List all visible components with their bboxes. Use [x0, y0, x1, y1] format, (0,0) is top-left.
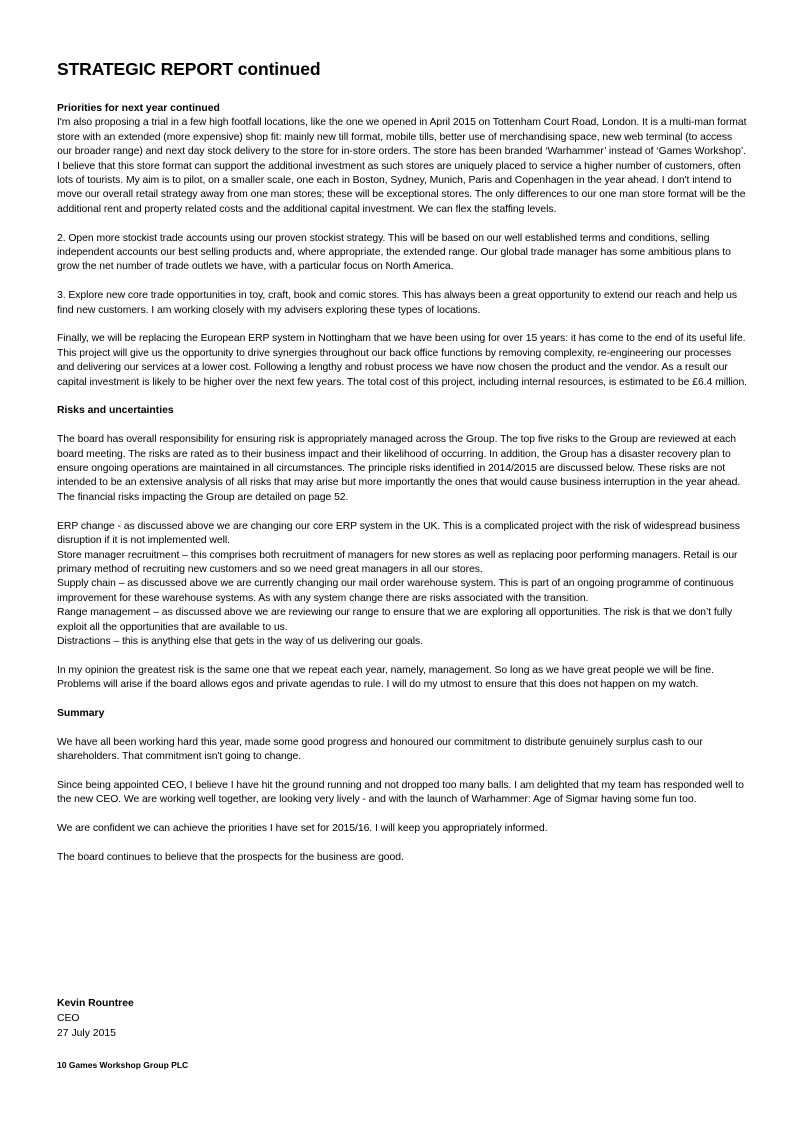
summary-heading: Summary [57, 707, 105, 719]
page-title: STRATEGIC REPORT continued [57, 59, 321, 79]
risks-section [57, 404, 747, 692]
summary-paragraph-4: The board continues to believe that the prospects for the business are good. [57, 851, 404, 863]
summary-paragraph-1: We have all been working hard this year, made some good progress and honoured our commitment to distribute genuinely surplus cash to our shareholders. That commitment isn't going to change. [57, 736, 703, 763]
priorities-section [57, 102, 747, 390]
priorities-paragraph-erp: Finally, we will be replacing the European ERP system in Nottingham that we have been using for over 15 years: it has come to the end of its useful life. This project will give us the opportunity to drive synergies throughout our back office functions by removing complexity, re-engineering our processes and delivering our services at a lower cost. Following a lengthy and robust process we have now chosen the product and the vendor. As a result our capital investment is likely to be higher over the next few years. The total cost of this project, including internal resources, is estimated to be £6.4 million. [57, 333, 748, 388]
risk-item-erp: ERP change - as discussed above we are changing our core ERP system in the UK. This is a complicated project with the risk of widespread business disruption if it is not implemented well. [57, 520, 740, 547]
summary-paragraph-2: Since being appointed CEO, I believe I have hit the ground running and not dropped too many balls. I am delighted that my team has responded well to the new CEO. We are working well together, are looking very lively - and with the launch of Warhammer: Age of Sigmar having some fun too. [57, 779, 744, 806]
summary-section [57, 707, 747, 865]
signatory-role: CEO [57, 1013, 80, 1024]
signature-date: 27 July 2015 [57, 1028, 116, 1039]
risks-heading: Risks and uncertainties [57, 405, 174, 417]
report-page [57, 58, 747, 865]
risk-item-supply-chain: Supply chain – as discussed above we are currently changing our mail order warehouse system. This is part of an ongoing programme of continuous improvement for these warehouse systems. As with any system change there are risks associated with the transition. [57, 578, 734, 604]
risks-paragraph-opinion: In my opinion the greatest risk is the same one that we repeat each year, namely, management. So long as we have great people we will be fine. Problems will arise if the board allows egos and private agendas to rule. I will do my utmost to ensure that this does not happen on my watch. [57, 664, 714, 691]
risks-paragraph-overview: The board has overall responsibility for ensuring risk is appropriately managed across the Group. The top five risks to the Group are reviewed at each board meeting. The risks are rated as to their business impact and their likelihood of occurring. In addition, the Group has a disaster recovery plan to ensure ongoing operations are maintained in all circumstances. The principle risks identified in 2014/2015 are discussed below. These risks are not intended to be an extensive analysis of all risks that may arise but more importantly the ones that would cause business interruption in the year ahead. The financial risks impacting the Group are detailed on page 52. [57, 434, 741, 503]
priorities-paragraph-core-trade: 3. Explore new core trade opportunities in toy, craft, book and comic stores. This has always been a great opportunity to extend our reach and help us find new customers. I am working closely with my advisers exploring these types of locations. [57, 290, 738, 316]
signature-block [57, 996, 357, 1041]
risk-item-range: Range management – as discussed above we are reviewing our range to ensure that we are exploring all opportunities. The risk is that we don’t fully exploit all the opportunities that are available to us. [57, 607, 733, 633]
priorities-heading: Priorities for next year continued [57, 103, 220, 114]
page-footer: 10 Games Workshop Group PLC [57, 1060, 189, 1070]
priorities-paragraph-trial: I'm also proposing a trial in a few high footfall locations, like the one we opened in April 2015 on Tottenham Court Road, London. It is a multi-man format store with an extended (more expensive) shop fit: mainly new till format, mobile tills, better use of merchandising space, new web terminal (to access our broader range) and next day stock delivery to the store for in-store orders. The store has been branded ‘Warhammer’ instead of ‘Games Workshop’. I believe that this store format can support the additional investment as such stores are uniquely placed to service a higher number of customers, often lots of tourists. My aim is to pilot, on a smaller scale, one each in Boston, Sydney, Munich, Paris and Copenhagen in the year ahead. I don't intend to move our overall retail strategy away from one man stores; these will be exceptional stores. The only differences to our one man store format will be the additional rent and property related costs and the additional capital investment. We can flex the staffing levels. [57, 117, 747, 215]
summary-paragraph-3: We are confident we can achieve the priorities I have set for 2015/16. I will keep you appropriately informed. [57, 823, 548, 835]
priorities-paragraph-stockist: 2. Open more stockist trade accounts using our proven stockist strategy. This will be based on our well established terms and conditions, selling independent accounts our best selling products and, where appropriate, the extended range. Our global trade manager has some ambitious plans to grow the net number of trade outlets we have, with a particular focus on North America. [57, 232, 731, 273]
risk-item-distractions: Distractions – this is anything else that gets in the way of us delivering our goals. [57, 635, 423, 647]
signatory-name: Kevin Rountree [57, 998, 134, 1009]
risk-item-store-manager: Store manager recruitment – this comprises both recruitment of managers for new stores as well as replacing poor performing managers. Retail is our primary method of recruiting new customers and so we need great managers in all our stores. [57, 549, 738, 575]
